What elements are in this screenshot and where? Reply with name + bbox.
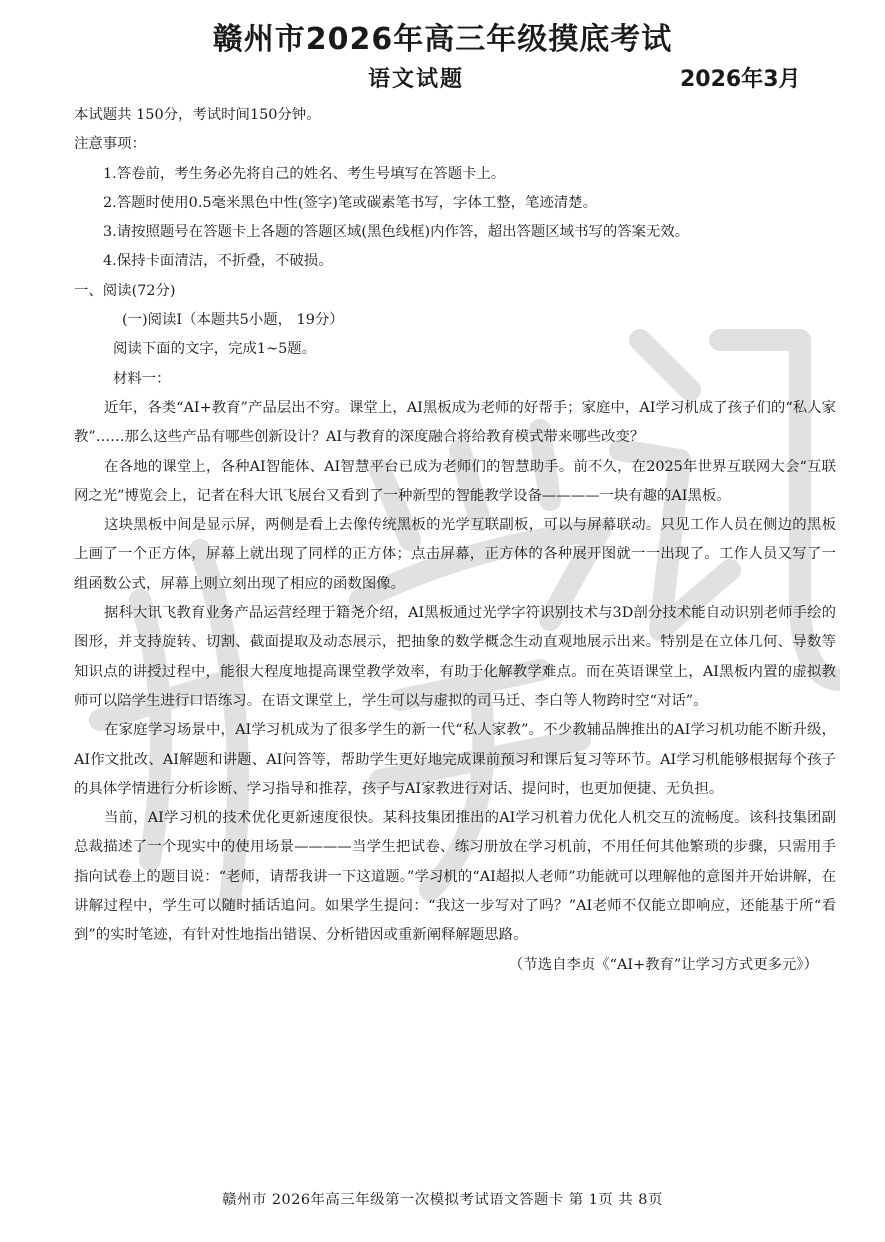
passage-paragraph: 在各地的课堂上，各种AI智能体、AI智慧平台已成为老师们的智慧助手。前不久，在2025年世界互联网大会“互联网之光”博览会上，记者在科大讯飞展台又看到了一种新型的智能教学设备————一块有趣的AI黑板。 [74,458,836,504]
section-heading: 一、阅读(72分) [74,282,176,299]
instruction: 阅读下面的文字，完成1~5题。 [113,341,317,358]
passage-paragraph: 在家庭学习场景中，AI学习机成为了很多学生的新一代“私人家教”。不少教辅品牌推出的AI学习机功能不断升级，AI作文批改、AI解题和讲题、AI问答等，帮助学生更好地完成课前预习和课后复习等环节。AI学习机能够根据每个孩子的具体学情进行分析诊断、学习指导和推荐，孩子与AI家教进行对话、提问时，也更加便捷、无负担。 [74,722,836,797]
subject-title: 语文试题 [368,67,465,92]
passage-paragraph: 近年，各类“AI+教育”产品层出不穷。课堂上，AI黑板成为老师的好帮手；家庭中，AI学习机成了孩子们的“私人家教”……那么这些产品有哪些创新设计？AI与教育的深度融合将给教育模式带来哪些改变？ [74,399,836,446]
notice-item: 3.请按照题号在答题卡上各题的答题区域(黑色线框)内作答，超出答题区域书写的答案无效。 [103,224,690,241]
notice-item: 4.保持卡面清洁，不折叠，不破损。 [103,253,333,270]
passage-source: （节选自李贞《“AI+教育”让学习方式更多元》） [508,956,818,973]
subsection-heading: (一)阅读Ⅰ（本题共5小题， 19分） [122,312,344,329]
passage-paragraph: 这块黑板中间是显示屏，两侧是看上去像传统黑板的光学互联副板，可以与屏幕联动。只见工作人员在侧边的黑板上画了一个正方体，屏幕上就出现了同样的正方体；点击屏幕，正方体的各种展开图就一一出现了。工作人员又写了一组函数公式，屏幕上则立刻出现了相应的函数图像。 [74,517,836,592]
material-label: 材料一： [113,370,171,387]
exam-title: 赣州市2026年高三年级摸底考试 [212,22,673,57]
exam-content [74,101,836,980]
exam-info: 本试题共 150分，考试时间150分钟。 [74,107,321,123]
page-footer: 赣州市 2026年高三年级第一次模拟考试语文答题卡 第 1页 共 8页 [222,1192,663,1208]
passage-paragraph: 据科大讯飞教育业务产品运营经理于籍尧介绍，AI黑板通过光学字符识别技术与3D剖分技术能自动识别老师手绘的图形，并支持旋转、切割、截面提取及动态展示，把抽象的数学概念生动直观地展示出来。特别是在立体几何、导数等知识点的讲授过程中，能很大程度地提高课堂教学效率，有助于化解教学难点。而在英语课堂上，AI黑板内置的虚拟教师可以陪学生进行口语练习。在语文课堂上，学生可以与虚拟的司马迁、李白等人物跨时空“对话”。 [74,605,836,709]
notice-heading: 注意事项： [74,136,146,153]
notice-item: 2.答题时使用0.5毫米黑色中性(签字)笔或碳素笔书写，字体工整，笔迹清楚。 [103,194,597,211]
exam-date: 2026年3月 [680,67,801,92]
passage-paragraph: 当前，AI学习机的技术优化更新速度很快。某科技集团推出的AI学习机着力优化人机交互的流畅度。该科技集团副总裁描述了一个现实中的使用场景————当学生把试卷、练习册放在学习机前，不用任何其他繁琐的步骤，只需用手指向试卷上的题目说：“老师，请帮我讲一下这道题。”学习机的“AI超拟人老师”功能就可以理解他的意图并开始讲解，在讲解过程中，学生可以随时插话追问。如果学生提问：“我这一步写对了吗？”AI老师不仅能立即响应，还能基于所“看到”的实时笔迹，有针对性地指出错误、分析错因或重新阐释解题思路。 [74,810,836,944]
notice-item: 1.答卷前，考生务必先将自己的姓名、考生号填写在答题卡上。 [103,165,506,182]
